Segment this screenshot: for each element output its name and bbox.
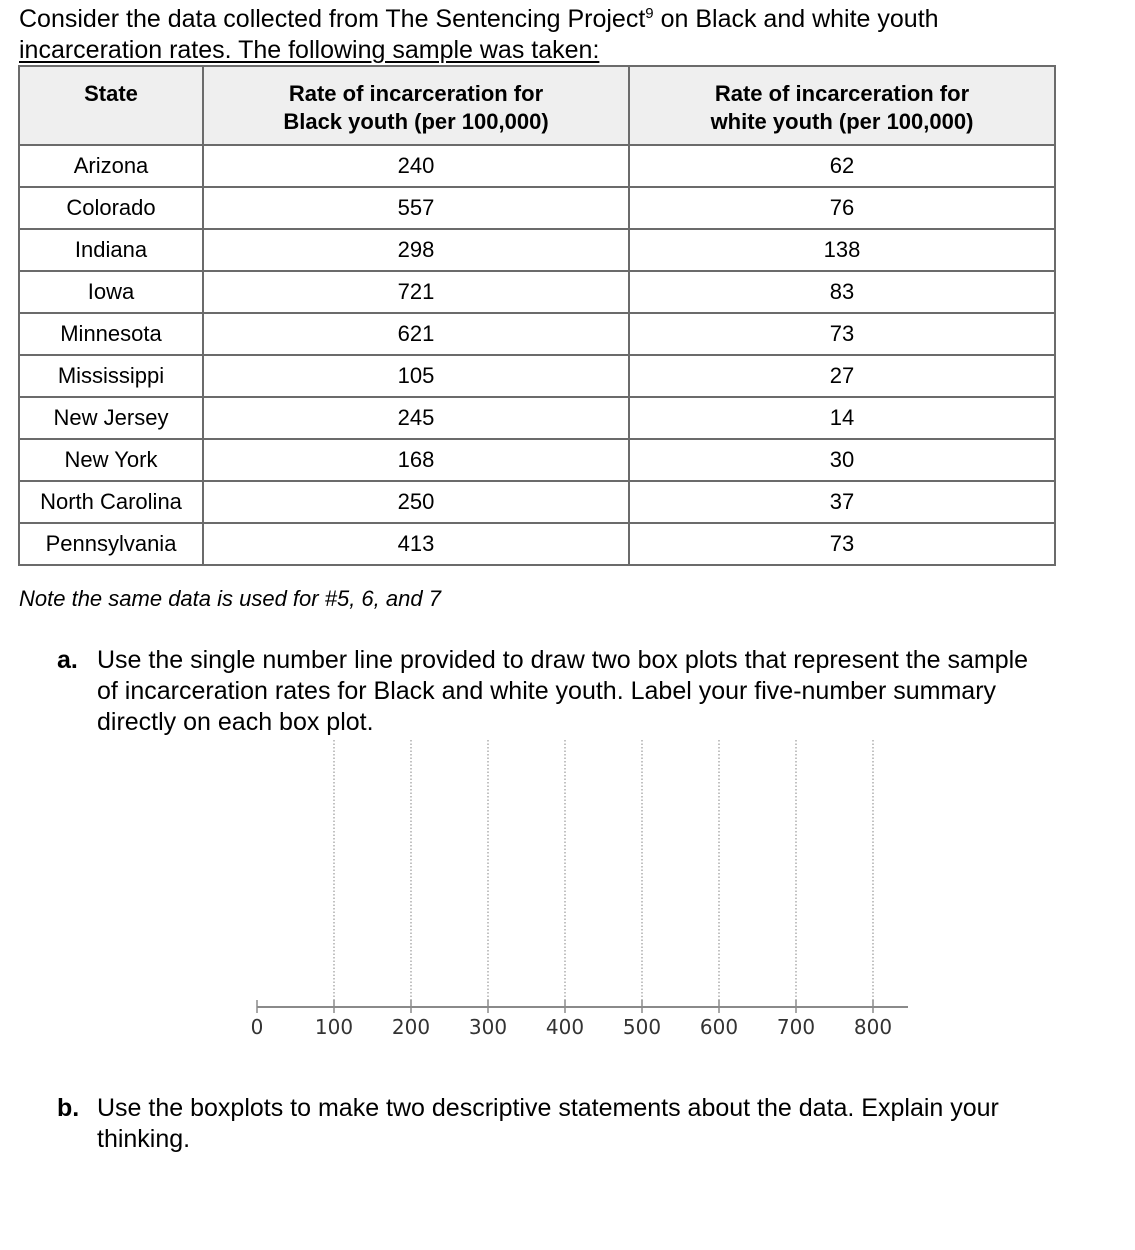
cell-white-rate: 138 bbox=[629, 229, 1055, 271]
table-note: Note the same data is used for #5, 6, and 7 bbox=[19, 586, 441, 611]
cell-black-rate: 245 bbox=[203, 397, 629, 439]
cell-white-rate: 76 bbox=[629, 187, 1055, 229]
tick-label: 700 bbox=[776, 1015, 816, 1039]
cell-white-rate: 73 bbox=[629, 523, 1055, 565]
cell-white-rate: 73 bbox=[629, 313, 1055, 355]
cell-black-rate: 557 bbox=[203, 187, 629, 229]
cell-white-rate: 83 bbox=[629, 271, 1055, 313]
cell-black-rate: 413 bbox=[203, 523, 629, 565]
cell-black-rate: 298 bbox=[203, 229, 629, 271]
tick-label: 600 bbox=[699, 1015, 739, 1039]
cell-white-rate: 62 bbox=[629, 145, 1055, 187]
cell-state: Colorado bbox=[19, 187, 203, 229]
intro-line-1: Consider the data collected from The Sentencing Project$^9$ on Black and white youth bbox=[19, 5, 939, 33]
question-b-label: b. bbox=[57, 1094, 80, 1122]
cell-state: New Jersey bbox=[19, 397, 203, 439]
tick-label: 0 bbox=[250, 1015, 264, 1039]
cell-state: Iowa bbox=[19, 271, 203, 313]
question-a-label: a. bbox=[57, 646, 78, 674]
cell-black-rate: 240 bbox=[203, 145, 629, 187]
intro-line-2: incarceration rates. The following sample was taken: bbox=[19, 36, 600, 64]
cell-white-rate: 14 bbox=[629, 397, 1055, 439]
cell-black-rate: 105 bbox=[203, 355, 629, 397]
cell-state: Minnesota bbox=[19, 313, 203, 355]
cell-black-rate: 721 bbox=[203, 271, 629, 313]
cell-state: Pennsylvania bbox=[19, 523, 203, 565]
cell-white-rate: 37 bbox=[629, 481, 1055, 523]
tick-label: 300 bbox=[468, 1015, 508, 1039]
tick-label: 100 bbox=[314, 1015, 354, 1039]
question-b-text: Use the boxplots to make two descriptive statements about the data. Explain your thinking. bbox=[97, 1094, 999, 1153]
cell-state: North Carolina bbox=[19, 481, 203, 523]
cell-state: New York bbox=[19, 439, 203, 481]
question-a-text: Use the single number line provided to draw two box plots that represent the sample of incarceration rates for Black and white youth. Label your five-number summary directly on each box plot. bbox=[97, 646, 1029, 736]
tick-label: 500 bbox=[622, 1015, 662, 1039]
footnote-marker: 9 bbox=[645, 5, 654, 22]
tick-label: 400 bbox=[545, 1015, 585, 1039]
tick-label: 200 bbox=[391, 1015, 431, 1039]
cell-white-rate: 27 bbox=[629, 355, 1055, 397]
cell-black-rate: 250 bbox=[203, 481, 629, 523]
header-state: State bbox=[19, 66, 203, 145]
tick-label: 800 bbox=[853, 1015, 893, 1039]
cell-black-rate: 168 bbox=[203, 439, 629, 481]
cell-black-rate: 621 bbox=[203, 313, 629, 355]
cell-state: Mississippi bbox=[19, 355, 203, 397]
question-b bbox=[57, 1093, 1047, 1155]
cell-white-rate: 30 bbox=[629, 439, 1055, 481]
header-white-youth: Rate of incarceration for white youth (per 100,000) bbox=[629, 66, 1055, 145]
cell-state: Arizona bbox=[19, 145, 203, 187]
header-black-youth: Rate of incarceration for Black youth (per 100,000) bbox=[203, 66, 629, 145]
cell-state: Indiana bbox=[19, 229, 203, 271]
